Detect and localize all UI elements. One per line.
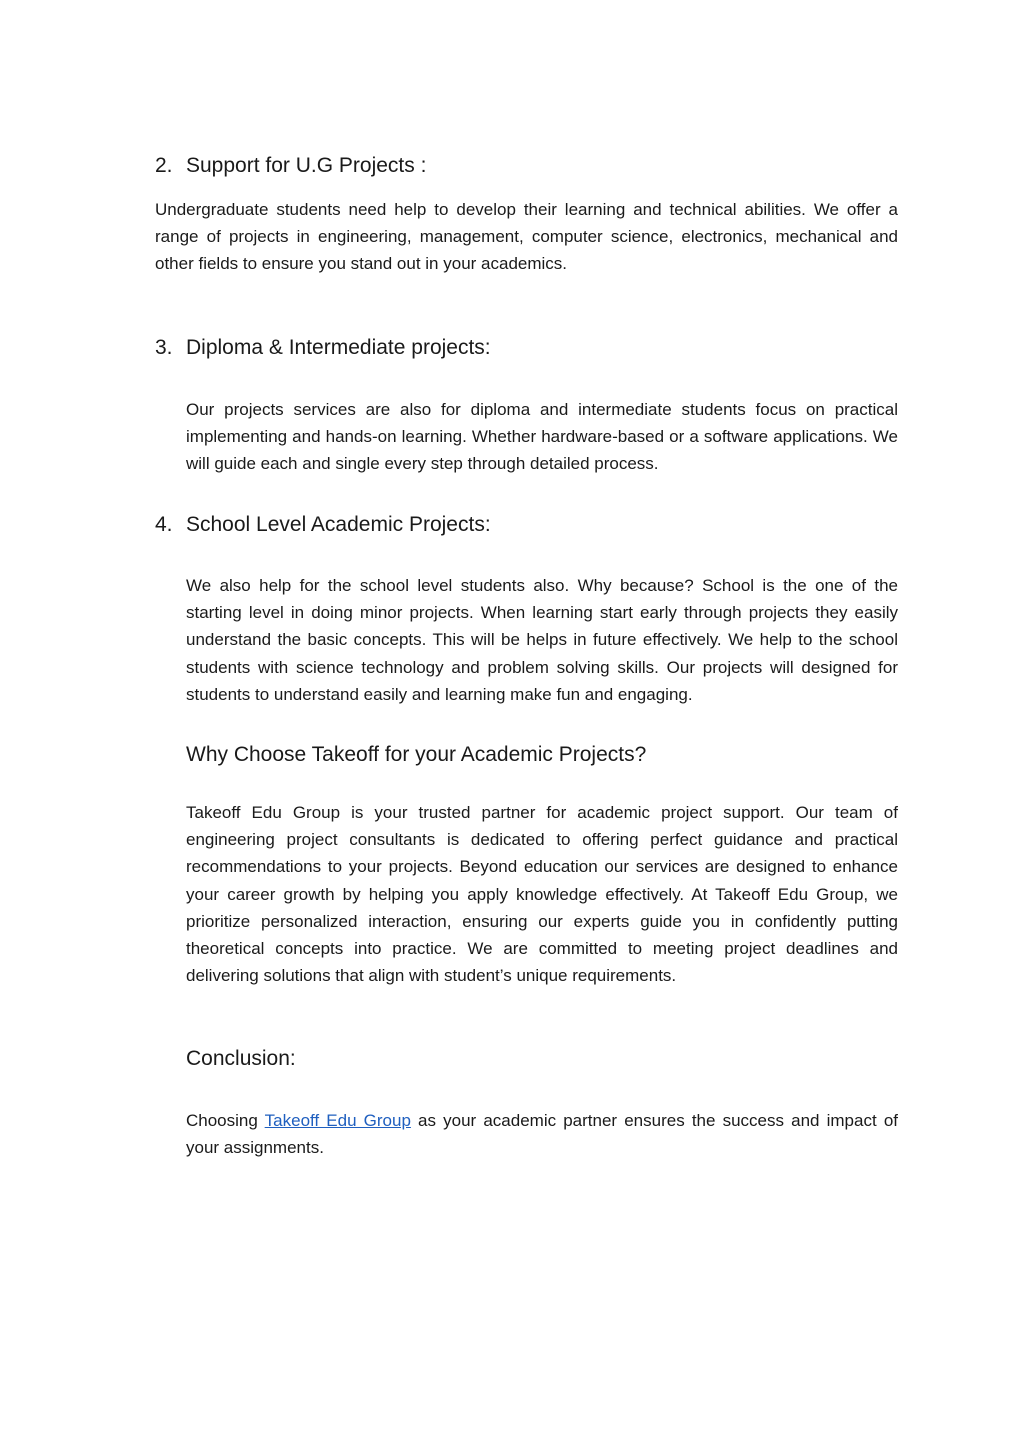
section-title: Support for U.G Projects : — [186, 154, 427, 177]
section-number: 3. — [155, 336, 173, 359]
section-number: 4. — [155, 513, 173, 536]
section-body-school-projects: We also help for the school level students also. Why because? School is the one of the starting level in doing minor projects. When learning start early through projects they easily understand the basic concepts. This will be helps in future effectively. We help to the school students with science technology and problem solving skills. Our projects will designed for students to understand easily and learning make fun and engaging. — [186, 576, 898, 704]
section-title: Diploma & Intermediate projects: — [186, 336, 491, 359]
section-heading-diploma-projects — [155, 335, 491, 361]
conclusion-text-after: as your academic partner ensures the success and impact of your assignments. — [186, 1111, 898, 1158]
section-body-diploma-projects: Our projects services are also for diploma and intermediate students focus on practical implementing and hands-on learning. Whether hardware-based or a software applications. We will guide each and single every step through detailed process. — [186, 400, 898, 474]
conclusion-heading: Conclusion: — [186, 1047, 296, 1070]
section-heading-school-projects — [155, 512, 491, 538]
takeoff-edu-group-link[interactable]: Takeoff Edu Group — [264, 1111, 411, 1130]
conclusion-body — [186, 1107, 898, 1161]
section-body-ug-projects: Undergraduate students need help to develop their learning and technical abilities. We offer a range of projects in engineering, management, computer science, electronics, mechanical and other fields to ensure you stand out in your academics. — [155, 200, 898, 274]
section-number: 2. — [155, 154, 173, 177]
section-heading-ug-projects — [155, 153, 426, 179]
why-choose-heading: Why Choose Takeoff for your Academic Projects? — [186, 743, 647, 766]
section-title: School Level Academic Projects: — [186, 513, 491, 536]
why-choose-body: Takeoff Edu Group is your trusted partner for academic project support. Our team of engineering project consultants is dedicated to offering perfect guidance and practical recommendations to your projects. Beyond education our services are designed to enhance your career growth by helping you apply knowledge effectively. At Takeoff Edu Group, we prioritize personalized interaction, ensuring our experts guide you in confidently putting theoretical concepts into practice. We are committed to meeting project deadlines and delivering solutions that align with student’s unique requirements. — [186, 803, 898, 986]
conclusion-text-before: Choosing — [186, 1111, 265, 1130]
